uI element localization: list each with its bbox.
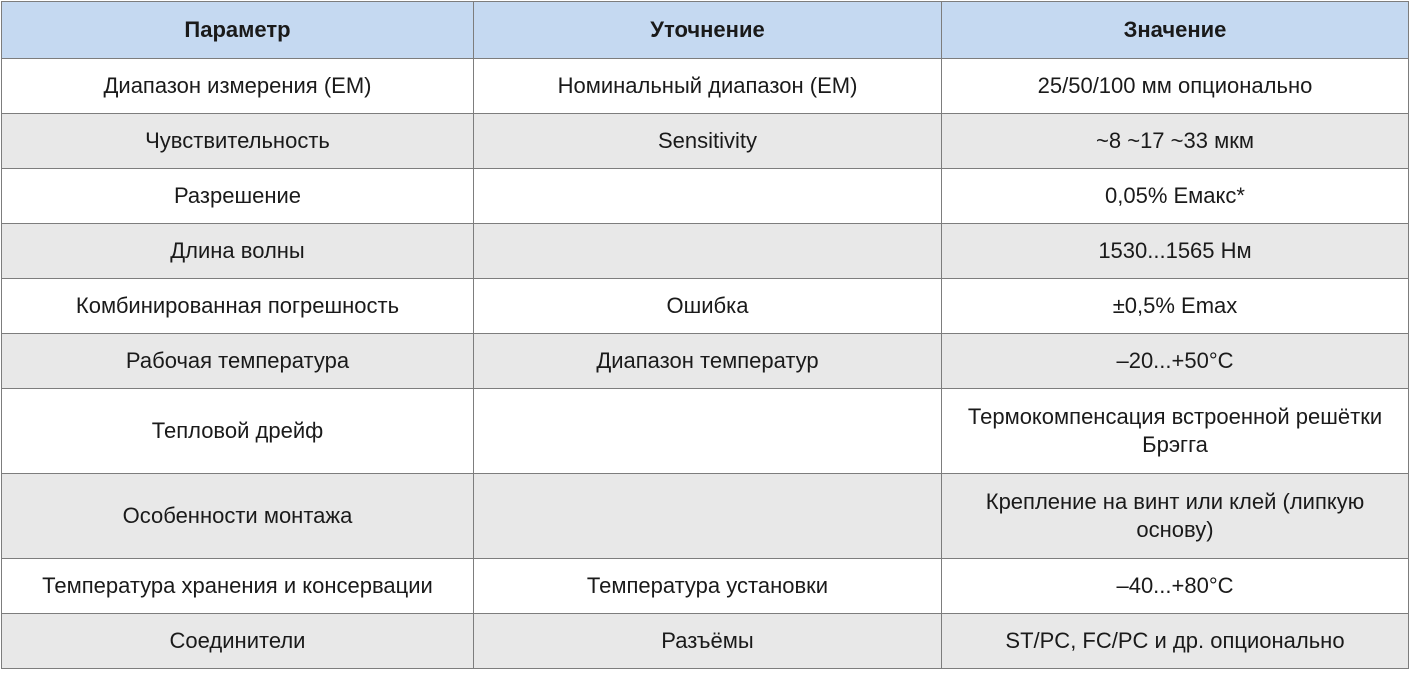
cell-note (474, 169, 942, 224)
cell-param: Диапазон измерения (ЕМ) (2, 59, 474, 114)
spec-table (1, 1, 1409, 669)
table-row (2, 334, 1409, 389)
table-row (2, 474, 1409, 559)
cell-param: Тепловой дрейф (2, 389, 474, 474)
cell-value: ~8 ~17 ~33 мкм (942, 114, 1409, 169)
cell-note: Sensitivity (474, 114, 942, 169)
cell-value: ST/PC, FC/PC и др. опционально (942, 614, 1409, 669)
cell-note (474, 474, 942, 559)
table-row (2, 614, 1409, 669)
cell-value: 0,05% Емакс* (942, 169, 1409, 224)
table-row (2, 59, 1409, 114)
cell-param: Соединители (2, 614, 474, 669)
header-value: Значение (942, 2, 1409, 59)
cell-value: –20...+50°C (942, 334, 1409, 389)
cell-note: Температура установки (474, 559, 942, 614)
table-row (2, 559, 1409, 614)
cell-param: Разрешение (2, 169, 474, 224)
table-row (2, 114, 1409, 169)
cell-note: Диапазон температур (474, 334, 942, 389)
cell-value: ±0,5% Emax (942, 279, 1409, 334)
cell-note: Разъёмы (474, 614, 942, 669)
table-row (2, 389, 1409, 474)
table-header-row (2, 2, 1409, 59)
cell-note (474, 224, 942, 279)
cell-value: 1530...1565 Нм (942, 224, 1409, 279)
cell-value: –40...+80°C (942, 559, 1409, 614)
table-row (2, 224, 1409, 279)
cell-value: Термокомпенсация встроенной решётки Брэгга (942, 389, 1409, 474)
cell-value: 25/50/100 мм опционально (942, 59, 1409, 114)
cell-param: Чувствительность (2, 114, 474, 169)
cell-note: Ошибка (474, 279, 942, 334)
cell-param: Особенности монтажа (2, 474, 474, 559)
cell-param: Длина волны (2, 224, 474, 279)
table-row (2, 169, 1409, 224)
cell-note (474, 389, 942, 474)
cell-param: Температура хранения и консервации (2, 559, 474, 614)
header-param: Параметр (2, 2, 474, 59)
cell-param: Рабочая температура (2, 334, 474, 389)
cell-note: Номинальный диапазон (ЕМ) (474, 59, 942, 114)
cell-value: Крепление на винт или клей (липкую основу) (942, 474, 1409, 559)
cell-param: Комбинированная погрешность (2, 279, 474, 334)
header-note: Уточнение (474, 2, 942, 59)
table-row (2, 279, 1409, 334)
